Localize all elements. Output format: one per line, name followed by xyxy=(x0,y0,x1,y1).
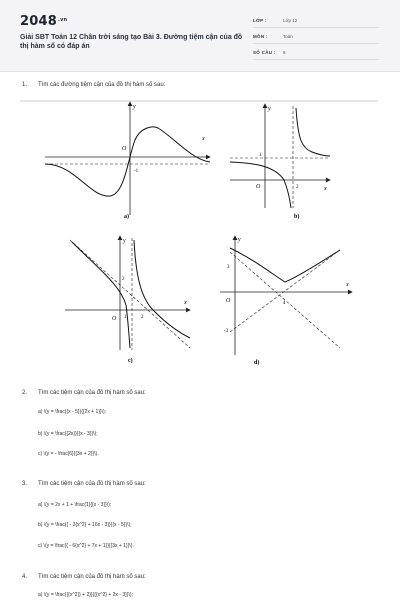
question-item: a) \(y = 2x + 1 + \frac{1}{{x - 3}}\); xyxy=(38,502,112,508)
origin-label: O xyxy=(112,316,117,322)
graph-c xyxy=(65,236,190,364)
graph-caption: a) xyxy=(124,214,129,220)
graph-caption: d) xyxy=(254,360,260,366)
meta-value: Lớp 12 xyxy=(283,18,298,23)
graph-caption: b) xyxy=(294,214,300,220)
question-text: Tìm các tiệm cận của đồ thị hàm số sau: xyxy=(38,574,146,580)
question-number: 2. xyxy=(22,390,28,396)
meta-value: Toán xyxy=(283,34,293,39)
axis-label: -3 xyxy=(224,329,229,334)
curve-left xyxy=(230,162,291,208)
x-label: x xyxy=(346,282,349,288)
meta-key: LỚP : xyxy=(253,18,267,23)
question-text: Tìm các tiệm cận của đồ thị hàm số sau: xyxy=(38,481,146,487)
origin-label: O xyxy=(122,146,127,152)
x-label: x xyxy=(324,186,327,192)
asymptote-label: 2 xyxy=(296,185,299,190)
logo-suffix: .vn xyxy=(57,17,68,23)
question-text: Tìm các tiệm cận của đồ thị hàm số sau: xyxy=(38,390,146,396)
question-item: a) \(y = \frac{{x - 5}}{{2x + 1}}\); xyxy=(38,409,107,415)
asymptote-label: -1 xyxy=(134,169,139,174)
curve xyxy=(45,127,210,196)
y-label: y xyxy=(268,106,271,112)
curve xyxy=(230,248,340,282)
graph-a xyxy=(45,102,210,220)
y-label: y xyxy=(238,237,241,243)
asymptote-1 xyxy=(230,252,340,348)
axis-label: 2 xyxy=(141,315,144,320)
origin-label: O xyxy=(226,298,231,304)
meta-value: 6 xyxy=(283,50,286,55)
asymptote-label: 1 xyxy=(259,153,262,158)
y-label: y xyxy=(123,238,126,244)
axis-label: 4 xyxy=(283,301,286,306)
site-logo[interactable] xyxy=(20,14,67,29)
meta-subject xyxy=(253,30,379,44)
page-header xyxy=(0,0,400,72)
graph-b xyxy=(230,104,330,220)
meta-question-count xyxy=(253,46,379,60)
curve-left xyxy=(72,242,130,348)
question-item: c) \(y = \frac{{ - 6{x^2} + 7x + 1}}{{3x + 1}}\). xyxy=(38,543,134,549)
axis-label: 1 xyxy=(124,315,127,320)
question-number: 1. xyxy=(22,82,28,88)
question-item: b) \(y = \frac{{2x}}{{x - 3}}\); xyxy=(38,431,98,437)
meta-key: MÔN : xyxy=(253,34,268,39)
question-text: Tìm các đường tiệm cận của đồ thị hàm số sau: xyxy=(38,82,166,88)
axis-label: 2 xyxy=(122,277,125,282)
oblique-asymptote xyxy=(70,240,190,348)
curve-right xyxy=(134,240,190,338)
axis-label: 3 xyxy=(227,265,230,270)
question-item: b) \(y = \frac{{ - 3{x^2} + 16x - 3}}{{x - 5}}\); xyxy=(38,522,132,528)
meta-key: SỐ CÂU : xyxy=(253,50,276,55)
document-title: Giải SBT Toán 12 Chân trời sáng tạo Bài 3. Đường tiệm cận của đồ thị hàm số có đáp án xyxy=(20,34,243,50)
logo-text: 2048 xyxy=(20,14,57,29)
question-item: a) \(y = \frac{{{x^2}} + 2}}{{{x^2} + 2x - 3}}\); xyxy=(38,592,133,598)
graph-d xyxy=(220,236,352,366)
question-1-figure xyxy=(40,100,360,375)
origin-label: O xyxy=(256,184,261,190)
y-label: y xyxy=(133,104,136,110)
meta-grade xyxy=(253,14,379,28)
asymptote-2 xyxy=(230,250,340,332)
curve-right xyxy=(296,108,330,156)
question-number: 4. xyxy=(22,574,28,580)
x-label: x xyxy=(202,136,205,142)
graph-caption: c) xyxy=(128,358,133,364)
question-item: c) \(y = - \frac{6}{{3x + 2}}\). xyxy=(38,451,99,457)
question-number: 3. xyxy=(22,481,28,487)
x-label: x xyxy=(184,300,187,306)
